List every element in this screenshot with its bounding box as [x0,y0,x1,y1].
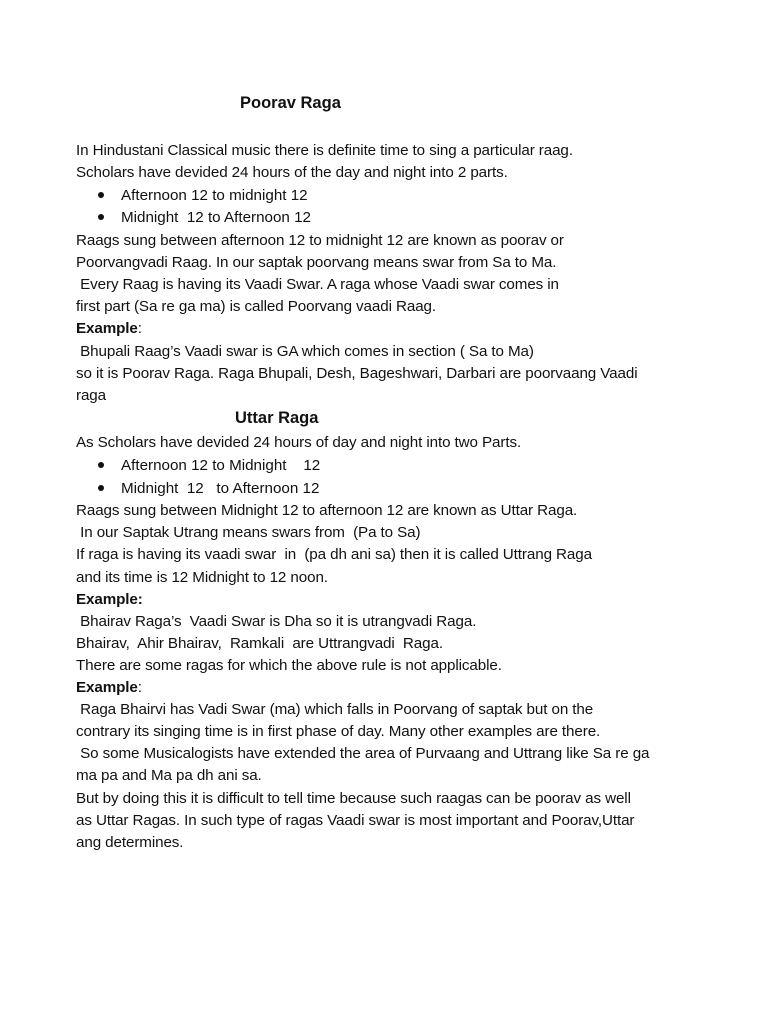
paragraph-line: first part (Sa re ga ma) is called Poorvang vaadi Raag. [76,298,437,315]
bullet-icon [98,462,104,468]
section-title-uttar-raga: Uttar Raga [235,409,319,427]
example-heading [76,318,142,340]
paragraph-line: Bhairav, Ahir Bhairav, Ramkali are Uttrangvadi Raga. [76,635,443,652]
paragraph-line: But by doing this it is difficult to tell time because such raagas can be poorav as well [76,790,631,807]
paragraph-line: ang determines. [76,834,184,851]
example-heading [76,677,142,699]
bullet-icon [98,192,104,198]
paragraph-line: Raags sung between afternoon 12 to midnight 12 are known as poorav or [76,232,564,249]
paragraph-line: so it is Poorav Raga. Raga Bhupali, Desh, Bageshwari, Darbari are poorvaang Vaadi [76,365,638,382]
bullet-item [98,207,311,229]
paragraph-line: So some Musicalogists have extended the area of Purvaang and Uttrang like Sa re ga [76,745,650,762]
paragraph-line: Poorvangvadi Raag. In our saptak poorvang means swar from Sa to Ma. [76,254,557,271]
example-label: Example [76,679,138,696]
paragraph-line: Bhupali Raag’s Vaadi swar is GA which comes in section ( Sa to Ma) [76,343,534,360]
paragraph-line: Raga Bhairvi has Vadi Swar (ma) which falls in Poorvang of saptak but on the [76,701,594,718]
section-title-poorav-raga: Poorav Raga [240,94,341,112]
bullet-icon [98,214,104,220]
paragraph-line: As Scholars have devided 24 hours of day and night into two Parts. [76,434,522,451]
bullet-text: Afternoon 12 to midnight 12 [121,187,308,204]
paragraph-line: raga [76,387,106,404]
bullet-item [98,185,308,207]
paragraph-line: Every Raag is having its Vaadi Swar. A raga whose Vaadi swar comes in [76,276,559,293]
paragraph-line: Scholars have devided 24 hours of the day and night into 2 parts. [76,164,508,181]
paragraph-line: In our Saptak Utrang means swars from (Pa to Sa) [76,524,421,541]
paragraph-line: as Uttar Ragas. In such type of ragas Vaadi swar is most important and Poorav,Uttar [76,812,635,829]
example-label: Example [76,320,138,337]
bullet-text: Midnight 12 to Afternoon 12 [121,209,311,226]
bullet-item [98,478,319,500]
paragraph-line: Bhairav Raga’s Vaadi Swar is Dha so it is utrangvadi Raga. [76,613,477,630]
paragraph-line: Raags sung between Midnight 12 to afternoon 12 are known as Uttar Raga. [76,502,578,519]
bullet-text: Afternoon 12 to Midnight 12 [121,457,321,474]
example-colon: : [137,679,142,696]
paragraph-line: In Hindustani Classical music there is definite time to sing a particular raag. [76,142,573,159]
paragraph-line: If raga is having its vaadi swar in (pa dh ani sa) then it is called Uttrang Raga [76,546,592,563]
bullet-item [98,455,320,477]
bullet-icon [98,485,104,491]
example-label: Example: [76,591,143,608]
paragraph-line: There are some ragas for which the above rule is not applicable. [76,657,502,674]
example-colon: : [137,320,142,337]
paragraph-line: ma pa and Ma pa dh ani sa. [76,767,262,784]
bullet-text: Midnight 12 to Afternoon 12 [121,480,320,497]
paragraph-line: and its time is 12 Midnight to 12 noon. [76,569,328,586]
paragraph-line: contrary its singing time is in first phase of day. Many other examples are there. [76,723,601,740]
